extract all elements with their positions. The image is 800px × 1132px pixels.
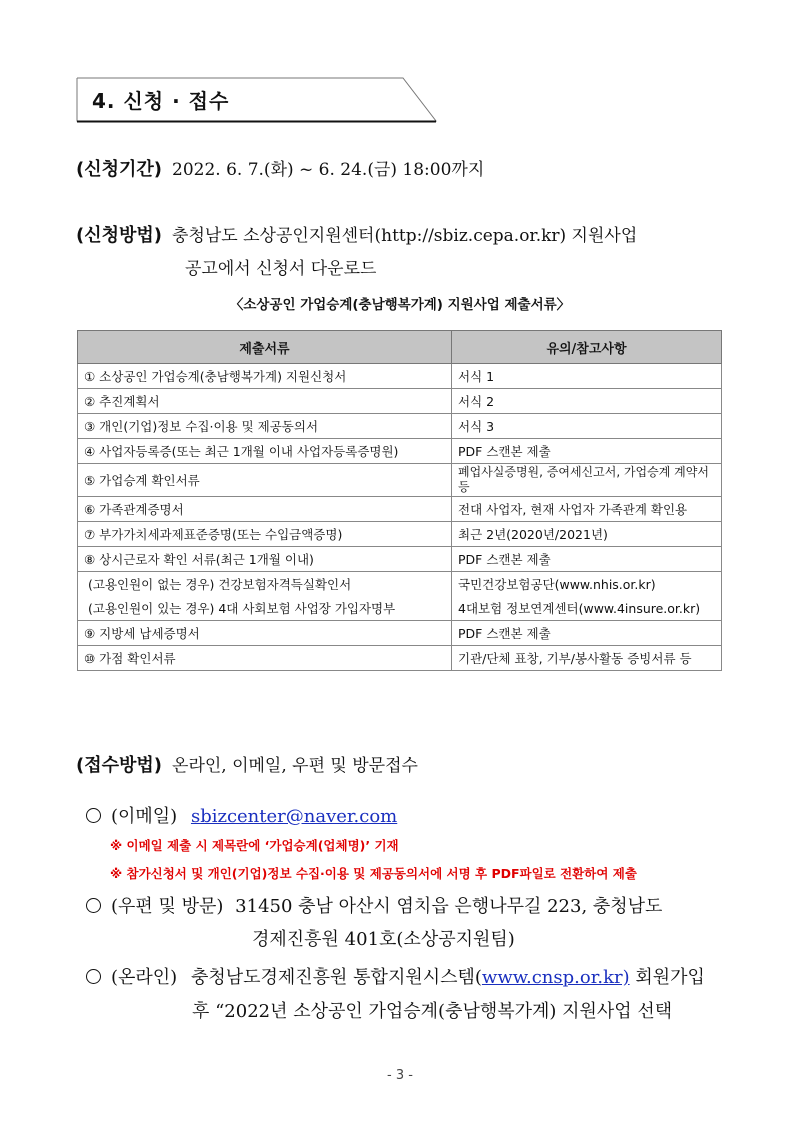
note-cell: 서식 3 bbox=[452, 414, 722, 439]
table-caption: 〈소상공인 가업승계(충남행복가계) 지원사업 제출서류〉 bbox=[229, 297, 571, 313]
note-cell: 서식 2 bbox=[452, 389, 722, 414]
circle-bullet-icon bbox=[86, 969, 101, 984]
page-number: - 3 - bbox=[387, 1068, 413, 1083]
period-value: 2022. 6. 7.(화) ~ 6. 24.(금) 18:00까지 bbox=[172, 160, 485, 180]
online-line2: 후 “2022년 소상공인 가업승계(충남행복가계) 지원사업 선택 bbox=[192, 1001, 673, 1022]
table-row bbox=[78, 646, 722, 671]
method-line1: 충청남도 소상공인지원센터(http://sbiz.cepa.or.kr) 지원사업 bbox=[172, 226, 638, 246]
doc-cell: (고용인원이 없는 경우) 건강보험자격득실확인서 bbox=[78, 572, 452, 597]
circle-bullet-icon bbox=[86, 808, 101, 823]
note-cell: 최근 2년(2020년/2021년) bbox=[452, 522, 722, 547]
table-header-row bbox=[78, 331, 722, 364]
doc-cell: ④ 사업자등록증(또는 최근 1개월 이내 사업자등록증명원) bbox=[78, 439, 452, 464]
note-cell: 기관/단체 표창, 기부/봉사활동 증빙서류 등 bbox=[452, 646, 722, 671]
post-line1: 31450 충남 아산시 염치읍 은행나무길 223, 충청남도 bbox=[235, 896, 663, 917]
method-line2: 공고에서 신청서 다운로드 bbox=[185, 259, 377, 279]
note-cell: 폐업사실증명원, 증여세신고서, 가업승계 계약서 등 bbox=[452, 464, 722, 497]
doc-cell: ⑨ 지방세 납세증명서 bbox=[78, 621, 452, 646]
online-line1-post: 회원가입 bbox=[629, 967, 705, 988]
section-title: 4. 신청 · 접수 bbox=[92, 89, 230, 113]
receipt-label: (접수방법) bbox=[76, 755, 163, 776]
cnsp-link[interactable]: www.cnsp.or.kr) bbox=[481, 967, 630, 988]
note-cell: 국민건강보험공단(www.nhis.or.kr) bbox=[452, 572, 722, 597]
post-line2: 경제진흥원 401호(소상공지원팀) bbox=[252, 929, 515, 950]
doc-cell: ⑦ 부가가치세과제표준증명(또는 수입금액증명) bbox=[78, 522, 452, 547]
online-label: (온라인) bbox=[111, 967, 178, 988]
header-documents: 제출서류 bbox=[78, 331, 452, 364]
table-subrow bbox=[78, 596, 722, 621]
email-note-1: ※ 이메일 제출 시 제목란에 ‘가업승계(업체명)’ 기재 bbox=[110, 838, 399, 853]
table-row bbox=[78, 389, 722, 414]
note-cell: PDF 스캔본 제출 bbox=[452, 547, 722, 572]
circle-bullet-icon bbox=[86, 898, 101, 913]
receipt-value: 온라인, 이메일, 우편 및 방문접수 bbox=[172, 756, 418, 776]
post-label: (우편 및 방문) bbox=[111, 896, 224, 917]
online-line1-pre: 충청남도경제진흥원 통합지원시스템 bbox=[190, 967, 475, 988]
doc-cell: ⑤ 가업승계 확인서류 bbox=[78, 464, 452, 497]
note-cell: PDF 스캔본 제출 bbox=[452, 439, 722, 464]
receipt-method bbox=[76, 752, 418, 780]
table-row bbox=[78, 464, 722, 497]
table-row bbox=[78, 439, 722, 464]
header-notes: 유의/참고사항 bbox=[452, 331, 722, 364]
note-cell: 전대 사업자, 현재 사업자 가족관계 확인용 bbox=[452, 497, 722, 522]
period-label: (신청기간) bbox=[76, 159, 163, 180]
email-note-2: ※ 참가신청서 및 개인(기업)정보 수집·이용 및 제공동의서에 서명 후 PDF파일로 전환하여 제출 bbox=[110, 866, 637, 881]
note-cell: 서식 1 bbox=[452, 364, 722, 389]
table-row bbox=[78, 547, 722, 572]
table-row bbox=[78, 621, 722, 646]
doc-cell: ⑥ 가족관계증명서 bbox=[78, 497, 452, 522]
note-cell: PDF 스캔본 제출 bbox=[452, 621, 722, 646]
method-line2-row bbox=[185, 255, 376, 283]
email-label: (이메일) bbox=[111, 806, 178, 827]
section-header bbox=[76, 77, 438, 121]
doc-cell: ① 소상공인 가업승계(충남행복가계) 지원신청서 bbox=[78, 364, 452, 389]
note-cell: 4대보험 정보연계센터(www.4insure.or.kr) bbox=[452, 596, 722, 621]
table-row bbox=[78, 414, 722, 439]
method-label: (신청방법) bbox=[76, 225, 163, 246]
table-row bbox=[78, 522, 722, 547]
doc-cell: (고용인원이 있는 경우) 4대 사회보험 사업장 가입자명부 bbox=[78, 596, 452, 621]
post-item bbox=[86, 893, 662, 921]
online-item: (온라인) 충청남도경제진흥원 통합지원시스템(www.cnsp.or.kr) 회원가입 bbox=[86, 964, 705, 992]
documents-table bbox=[77, 330, 722, 671]
doc-cell: ⑧ 상시근로자 확인 서류(최근 1개월 이내) bbox=[78, 547, 452, 572]
table-row bbox=[78, 497, 722, 522]
doc-cell: ⑩ 가점 확인서류 bbox=[78, 646, 452, 671]
table-row bbox=[78, 364, 722, 389]
email-item bbox=[86, 803, 397, 831]
doc-cell: ③ 개인(기업)정보 수집·이용 및 제공동의서 bbox=[78, 414, 452, 439]
doc-cell: ② 추진계획서 bbox=[78, 389, 452, 414]
application-method bbox=[76, 222, 637, 250]
table-subrow bbox=[78, 572, 722, 597]
email-link[interactable]: sbizcenter@naver.com bbox=[190, 806, 398, 827]
application-period bbox=[76, 156, 484, 184]
